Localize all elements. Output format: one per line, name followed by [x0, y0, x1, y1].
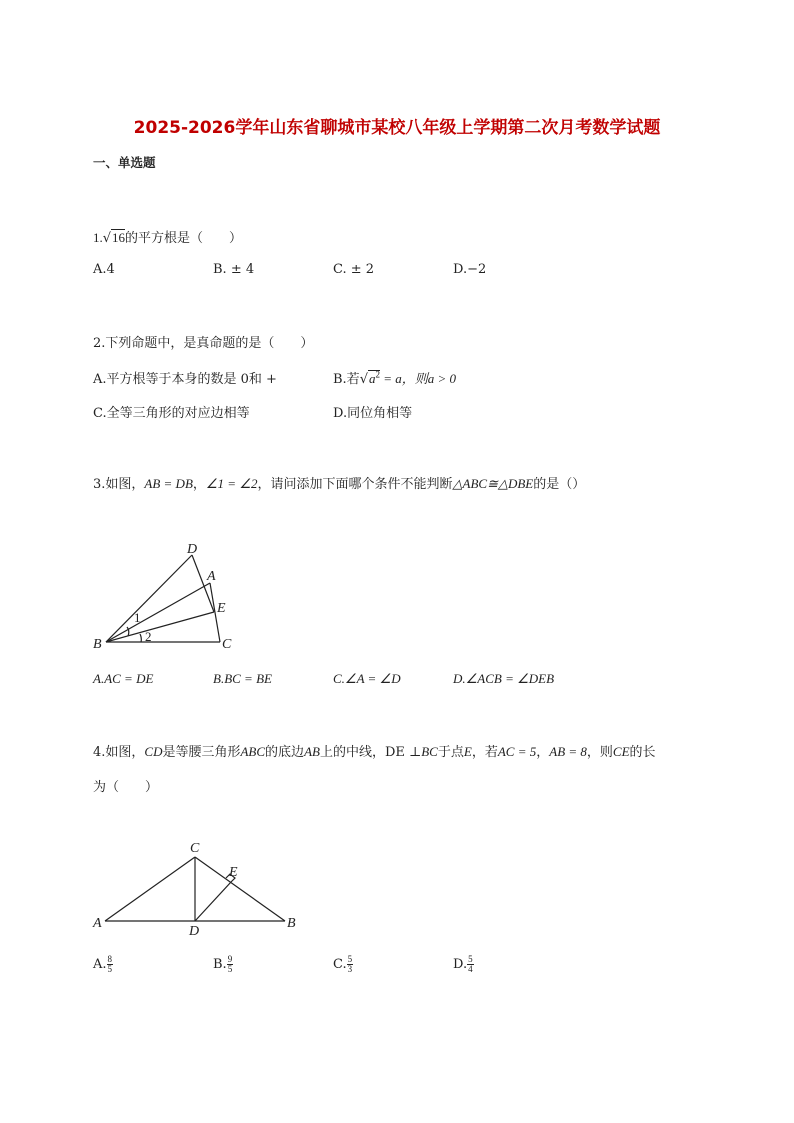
equation: = a，则 — [379, 371, 428, 386]
q3-option-c[interactable]: C.∠A = ∠D — [333, 671, 401, 686]
question-2: 2.下列命题中，是真命题的是（ ） — [93, 336, 314, 351]
q1-option-b[interactable]: B. ± 4 — [213, 262, 255, 277]
radicand: $a^2$ — [368, 369, 380, 386]
point-label-b: B — [93, 637, 102, 652]
question-4-line2: 为（ ） — [93, 780, 159, 795]
q2-option-c[interactable]: C.全等三角形的对应边相等 — [93, 406, 250, 421]
q3-option-b[interactable]: B.BC = BE — [213, 671, 272, 686]
angle-label-1: 1 — [134, 610, 141, 625]
q4-option-b[interactable]: B. $\frac{9}{5}$ — [213, 954, 233, 974]
segment-de — [195, 882, 231, 921]
q4-option-c[interactable]: C. $\frac{5}{3}$ — [333, 954, 353, 974]
radicand: 16 — [112, 230, 126, 245]
q3-option-a[interactable]: A.AC = DE — [93, 671, 154, 686]
q3-option-d[interactable]: D.∠ACB = ∠DEB — [453, 671, 555, 686]
angle-label-2: 2 — [145, 629, 152, 644]
point-label-c: C — [222, 637, 232, 652]
page-title: 2025-2026学年山东省聊城市某校八年级上学期第二次月考数学试题 — [133, 118, 661, 138]
q2-option-d[interactable]: D.同位角相等 — [333, 406, 413, 421]
q1-option-a[interactable]: A.4 — [93, 262, 115, 277]
segment-cb — [195, 857, 285, 921]
q1-option-d[interactable]: D.−2 — [453, 262, 487, 277]
point-label-a: A — [93, 916, 102, 931]
section-heading: 一、单选题 — [93, 155, 156, 170]
question-3: 3.如图，AB = DB，∠1 = ∠2，请问添加下面哪个条件不能判断△ABC≅△DBE的是（） — [93, 476, 586, 492]
q2-option-a[interactable]: A.平方根等于本身的数是 0和 + — [93, 372, 277, 387]
point-label-c: C — [190, 841, 200, 856]
question-text: 的平方根是（ ） — [125, 231, 243, 246]
segment-ac — [105, 857, 195, 921]
point-label-d: D — [187, 542, 198, 557]
condition: a > 0 — [427, 371, 457, 386]
point-label-b: B — [287, 916, 296, 931]
option-prefix: B.若 — [333, 372, 360, 387]
point-label-a: A — [207, 569, 216, 584]
q4-option-a[interactable]: A. $\frac{8}{5}$ — [93, 954, 113, 974]
question-number: 1. — [93, 230, 103, 245]
sqrt-symbol: √ — [102, 231, 112, 246]
point-label-e: E — [229, 865, 238, 880]
q1-option-c[interactable]: C. ± 2 — [333, 262, 375, 277]
point-label-d: D — [189, 924, 200, 939]
question-4: 4.如图，CD是等腰三角形ABC的底边AB上的中线，DE ⊥BC于点E，若AC = 5，AB = 8，则CE的长 — [93, 744, 656, 760]
point-label-e: E — [217, 601, 226, 616]
sqrt-symbol: √ — [359, 372, 368, 387]
q4-option-d[interactable]: D. $\frac{5}{4}$ — [453, 954, 473, 974]
